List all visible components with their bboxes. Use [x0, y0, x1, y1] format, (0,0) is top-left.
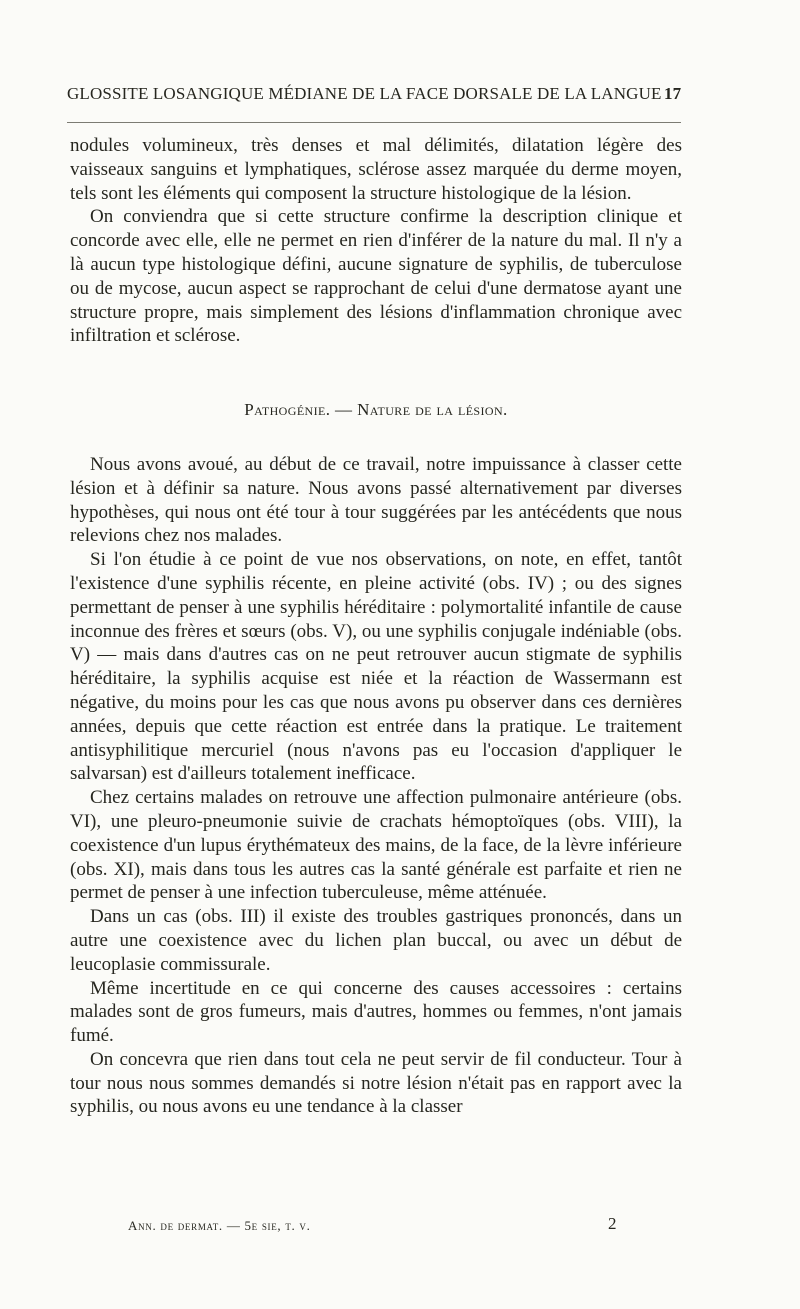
paragraph: Même incertitude en ce qui concerne des causes accessoires : certains malades sont de gros fumeurs, mais d'autres, hommes ou femmes, n'ont jamais fumé.	[70, 977, 682, 1047]
section-heading: Pathogénie. — Nature de la lésion.	[244, 400, 508, 420]
paragraph: nodules volumineux, très denses et mal délimités, dilatation légère des vaisseaux sanguins et lymphatiques, sclérose assez marquée du derme moyen, tels sont les éléments qui composent la structure histologique de la lésion.	[70, 135, 682, 204]
signature-mark: 2	[608, 1214, 617, 1233]
paragraph: On concevra que rien dans tout cela ne peut servir de fil conducteur. Tour à tour nous nous sommes demandés si notre lésion n'était pas en rapport avec la syphilis, ou nous avons eu une tendance à la classer	[70, 1048, 682, 1118]
paragraph: Chez certains malades on retrouve une affection pulmonaire antérieure (obs. VI), une pleuro-pneumonie suivie de crachats hémoptoïques (obs. VIII), la coexistence d'un lupus érythémateux des mains, de la face, de la lèvre inférieure (obs. XI), mais dans tous les autres cas la santé générale est parfaite et rien ne permet de penser à une infection tuberculeuse, même atténuée.	[70, 787, 682, 904]
paragraph: Si l'on étudie à ce point de vue nos observations, on note, en effet, tantôt l'existence d'une syphilis récente, en pleine activité (obs. IV) ; ou des signes permettant de penser à une syphilis héréditaire : polymortalité infantile de cause inconnue des frères et sœurs (obs. V), ou une syphilis conjugale indéniable (obs. V) — mais dans d'autres cas on ne peut retrouver aucun stigmate de syphilis héréditaire, la syphilis acquise est niée et la réaction de Wassermann est négative, du moins pour les cas que nous avons pu observer dans ces dernières années, depuis que cette réaction est entrée dans la pratique. Le traitement antisyphilitique mercuriel (nous n'avons pas eu l'occasion d'appliquer le salvarsan) est d'ailleurs totalement inefficace.	[70, 549, 682, 785]
page-footer	[128, 1214, 628, 1238]
paragraph: On conviendra que si cette structure confirme la description clinique et concorde avec elle, elle ne permet en rien d'inférer de la nature du mal. Il n'y a là aucun type histologique défini, aucune signature de syphilis, de tuberculose ou de mycose, aucun aspect se rapprochant de celui d'une dermatose ayant une structure propre, mais simplement des lésions d'inflammation chronique avec infiltration et sclérose.	[70, 206, 682, 347]
page-number: 17	[664, 84, 682, 103]
paragraph: Nous avons avoué, au début de ce travail, notre impuissance à classer cette lésion et à définir sa nature. Nous avons passé alternativement par diverses hypothèses, qui nous ont été tour à tour suggérées par les antécédents que nous relevions chez nos malades.	[70, 453, 682, 547]
header-rule	[67, 122, 681, 123]
running-head	[67, 84, 680, 110]
body-text	[70, 134, 682, 1119]
journal-reference: Ann. de dermat. — 5e sie, t. v.	[128, 1218, 311, 1233]
running-title: GLOSSITE LOSANGIQUE MÉDIANE DE LA FACE DORSALE DE LA LANGUE	[67, 84, 662, 103]
paragraph: Dans un cas (obs. III) il existe des troubles gastriques prononcés, dans un autre une coexistence avec du lichen plan buccal, ou avec un début de leucoplasie commissurale.	[70, 906, 682, 975]
